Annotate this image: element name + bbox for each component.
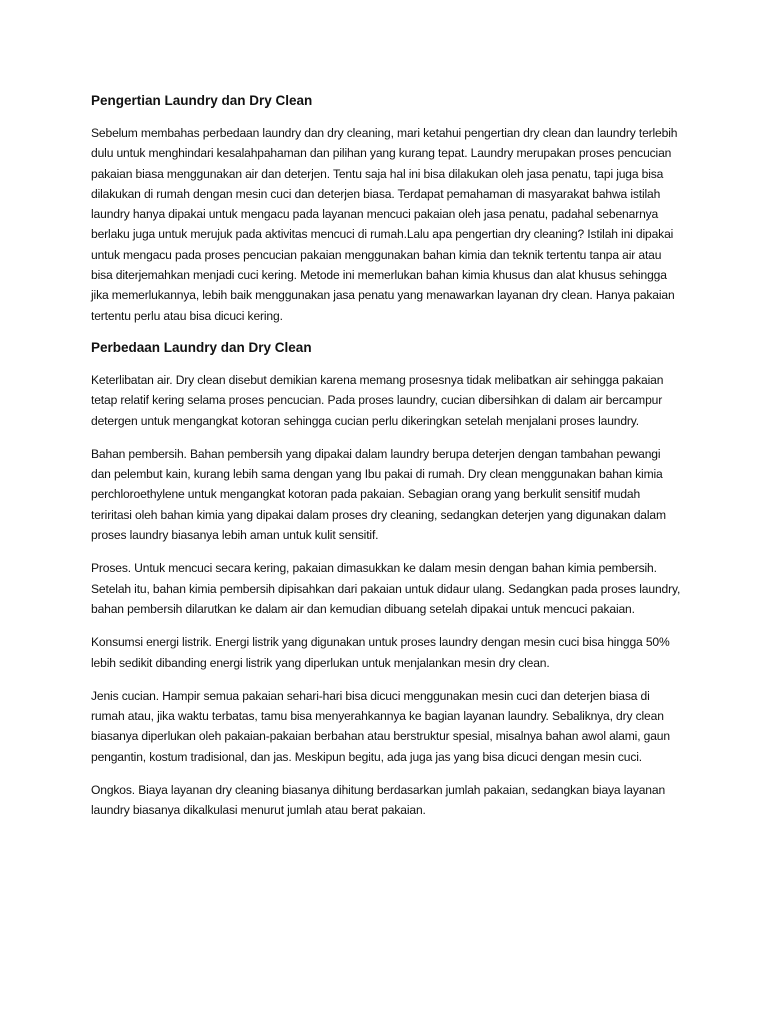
paragraph-process: Proses. Untuk mencuci secara kering, pakaian dimasukkan ke dalam mesin dengan bahan kimia pembersih. Setelah itu, bahan kimia pembersih dipisahkan dari pakaian untuk didaur ulang. Sedangkan pada proses laundry, bahan pembersih dilarutkan ke dalam air dan kemudian dibuang setelah dipakai untuk mencuci pakaian. [91, 561, 681, 616]
paragraph-cleaning-agent: Bahan pembersih. Bahan pembersih yang dipakai dalam laundry berupa deterjen dengan tambahan pewangi dan pelembut kain, kurang lebih sama dengan yang Ibu pakai di rumah. Dry clean menggunakan bahan kimia perchloroethylene untuk mengangkat kotoran pada pakaian. Sebagian orang yang berkulit sensitif mudah teriritasi oleh bahan kimia yang dipakai dalam proses dry cleaning, sedangkan deterjen yang digunakan dalam proses laundry biasanya lebih aman untuk kulit sensitif. [91, 446, 666, 543]
section-heading: Perbedaan Laundry dan Dry Clean [91, 339, 312, 355]
document-page [91, 92, 681, 834]
intro-paragraph: Sebelum membahas perbedaan laundry dan dry cleaning, mari ketahui pengertian dry clean dan laundry terlebih dulu untuk menghindari kesalahpahaman dan pilihan yang kurang tepat. Laundry merupakan proses pencucian pakaian biasa menggunakan air dan deterjen. Tentu saja hal ini bisa dilakukan oleh jasa penatu, tapi juga bisa dilakukan di rumah dengan mesin cuci dan deterjen biasa. Terdapat pemahaman di masyarakat bahwa istilah laundry hanya dipakai untuk mengacu pada layanan mencuci pakaian oleh jasa penatu, padahal sebenarnya berlaku juga untuk merujuk pada aktivitas mencuci di rumah.Lalu apa pengertian dry cleaning? Istilah ini dipakai untuk mengacu pada proses pencucian pakaian menggunakan bahan kimia dan teknik tertentu tanpa air atau bisa diterjemahkan menjadi cuci kering. Metode ini memerlukan bahan kimia khusus dan alat khusus sehingga jika memerlukannya, lebih baik menggunakan jasa penatu yang menawarkan layanan dry clean. Hanya pakaian tertentu perlu atau bisa dicuci kering. [91, 126, 678, 323]
paragraph-energy-consumption: Konsumsi energi listrik. Energi listrik yang digunakan untuk proses laundry dengan mesin cuci bisa hingga 50% lebih sedikit dibanding energi listrik yang diperlukan untuk menjalankan mesin dry clean. [91, 635, 670, 670]
paragraph-laundry-type: Jenis cucian. Hampir semua pakaian sehari-hari bisa dicuci menggunakan mesin cuci dan deterjen biasa di rumah atau, jika waktu terbatas, tamu bisa menyerahkannya ke bagian layanan laundry. Sebaliknya, dry clean biasanya diperlukan oleh pakaian-pakaian berbahan atau berstruktur spesial, misalnya bahan awol alami, gaun pengantin, kostum tradisional, dan jas. Meskipun begitu, ada juga jas yang bisa dicuci dengan mesin cuci. [91, 688, 670, 764]
paragraph-cost: Ongkos. Biaya layanan dry cleaning biasanya dihitung berdasarkan jumlah pakaian, sedangkan biaya layanan laundry biasanya dikalkulasi menurut jumlah atau berat pakaian. [91, 783, 666, 818]
paragraph-water-involvement: Keterlibatan air. Dry clean disebut demikian karena memang prosesnya tidak melibatkan air sehingga pakaian tetap relatif kering selama proses pencucian. Pada proses laundry, cucian dibersihkan di dalam air bercampur detergen untuk mengangkat kotoran sehingga cucian perlu dikeringkan setelah menjalani proses laundry. [91, 372, 664, 428]
document-title: Pengertian Laundry dan Dry Clean [91, 93, 313, 108]
